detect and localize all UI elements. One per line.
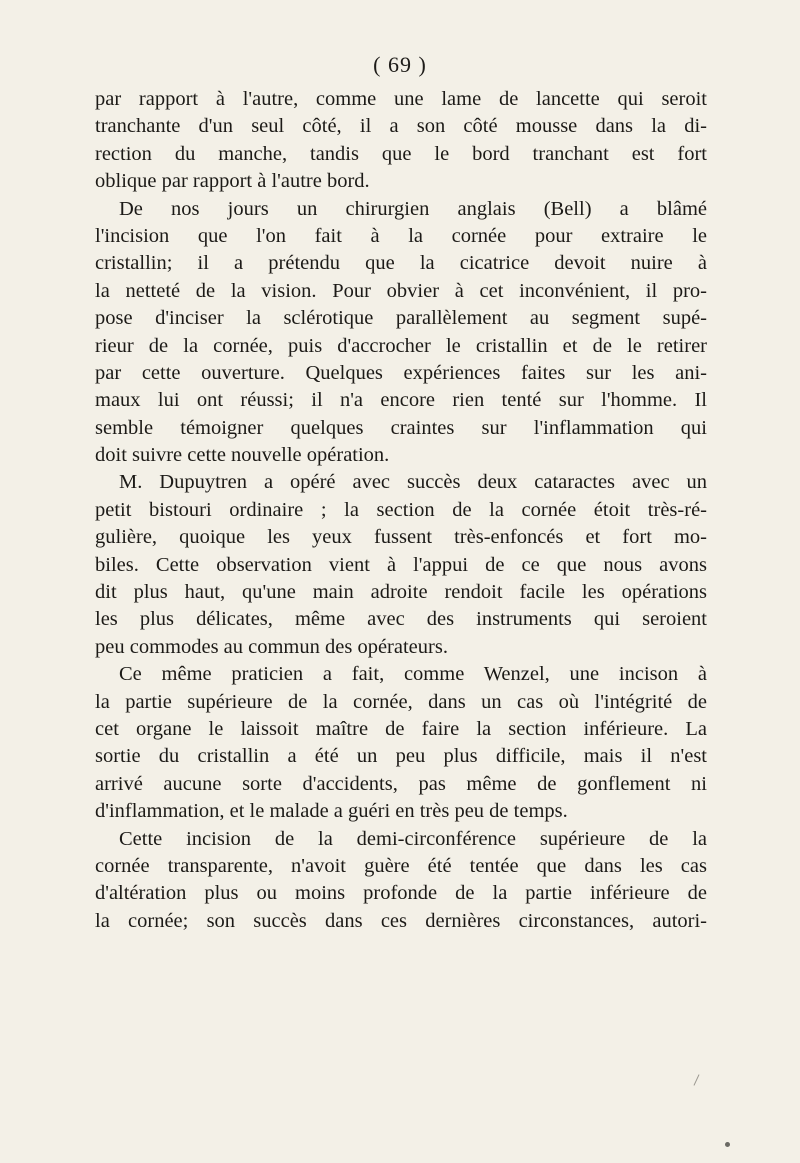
text-line: sortie du cristallin a été un peu plus difficile, mais il n'est: [95, 745, 707, 768]
text-line: rection du manche, tandis que le bord tranchant est fort: [95, 142, 707, 165]
text-line: l'incision que l'on fait à la cornée pour extraire le: [95, 224, 707, 247]
text-line: gulière, quoique les yeux fussent très-enfoncés et fort mo-: [95, 526, 707, 549]
text-line: cet organe le laissoit maître de faire la section inférieure. La: [95, 717, 707, 740]
page-number: ( 69 ): [373, 52, 427, 77]
text-line: pose d'inciser la sclérotique parallèlement au segment supé-: [95, 307, 707, 330]
text-line: Ce même praticien a fait, comme Wenzel, une incison à: [119, 663, 707, 686]
text-line: cristallin; il a prétendu que la cicatrice devoit nuire à: [95, 252, 707, 275]
text-line: par cette ouverture. Quelques expériences faites sur les ani-: [95, 361, 707, 384]
text-line: d'altération plus ou moins profonde de la partie inférieure de: [95, 882, 707, 905]
text-line: maux lui ont réussi; il n'a encore rien tenté sur l'homme. Il: [95, 389, 707, 412]
text-line: cornée transparente, n'avoit guère été tentée que dans les cas: [95, 854, 707, 877]
text-line: par rapport à l'autre, comme une lame de lancette qui seroit: [95, 88, 707, 110]
text-line: la partie supérieure de la cornée, dans un cas où l'intégrité de: [95, 690, 707, 713]
text-line: De nos jours un chirurgien anglais (Bell) a blâmé: [119, 197, 707, 220]
text-line: rieur de la cornée, puis d'accrocher le cristallin et de le retirer: [95, 334, 707, 357]
text-line: doit suivre cette nouvelle opération.: [95, 444, 390, 467]
text-line: peu commodes au commun des opérateurs.: [95, 635, 448, 658]
text-line: semble témoigner quelques craintes sur l'inflammation qui: [95, 416, 707, 439]
text-line: les plus délicates, même avec des instruments qui seroient: [95, 608, 707, 631]
text-line: d'inflammation, et le malade a guéri en très peu de temps.: [95, 800, 568, 823]
text-line: arrivé aucune sorte d'accidents, pas même de gonflement ni: [95, 772, 707, 795]
text-line: la netteté de la vision. Pour obvier à cet inconvénient, il pro-: [95, 279, 707, 302]
margin-mark: [694, 1074, 700, 1085]
text-line: la cornée; son succès dans ces dernières circonstances, autori-: [95, 909, 707, 932]
text-line: tranchante d'un seul côté, il a son côté mousse dans la di-: [95, 115, 707, 138]
text-line: M. Dupuytren a opéré avec succès deux cataractes avec un: [119, 471, 707, 494]
text-line: oblique par rapport à l'autre bord.: [95, 170, 370, 193]
body-text: [95, 86, 707, 935]
text-line: Cette incision de la demi-circonférence supérieure de la: [119, 827, 707, 850]
text-line: biles. Cette observation vient à l'appui de ce que nous avons: [95, 553, 707, 576]
text-line: dit plus haut, qu'une main adroite rendoit facile les opérations: [95, 581, 707, 604]
ink-dot: [725, 1142, 730, 1147]
text-line: petit bistouri ordinaire ; la section de la cornée étoit très-ré-: [95, 498, 707, 521]
